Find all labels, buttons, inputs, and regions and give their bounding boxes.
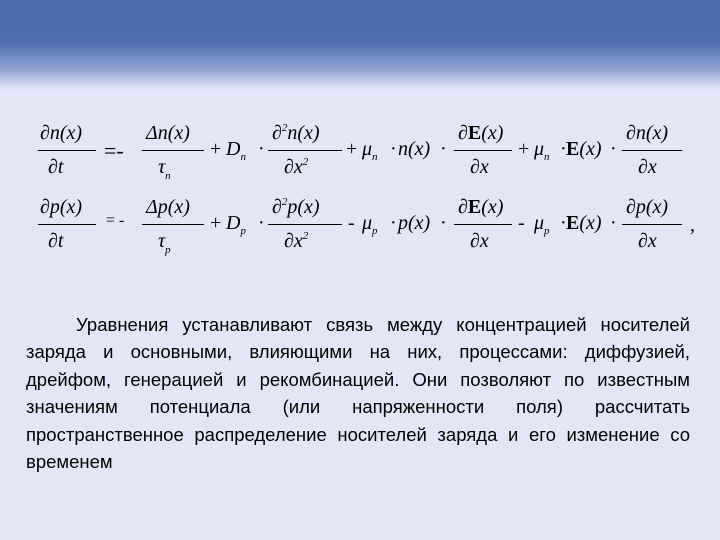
eq1-t1-numerator: Δn(x) — [146, 122, 190, 144]
eq1-dot-3: · — [440, 138, 447, 160]
eq2-t3-bar — [454, 224, 512, 225]
eq1-t4-denominator: ∂x — [638, 156, 657, 178]
eq2-dot-2: · — [390, 212, 397, 234]
eq1-dot-4: · — [560, 138, 567, 160]
eq1-t3-denominator: ∂x — [470, 156, 489, 178]
eq2-t4-numerator: ∂p(x) — [626, 196, 669, 218]
description-text — [26, 311, 690, 475]
eq1-t1-denominator: $\tau_n$ — [158, 156, 171, 182]
eq2-minus-2: - — [518, 212, 525, 234]
eq2-plus-1: + — [210, 212, 222, 234]
eq2-comma: , — [690, 214, 695, 236]
eq1-dot-5: · — [610, 138, 617, 160]
eq2-t2-bar — [268, 224, 342, 225]
eq1-t3-bar — [454, 150, 512, 151]
eq1-t2-numerator: ∂$^2$n(x) — [272, 122, 320, 144]
eq2-t3-denominator: ∂x — [470, 230, 489, 252]
eq2-mu-2: $\mu_p$ — [534, 212, 550, 237]
eq1-lhs-denominator: ∂t — [48, 156, 64, 178]
eq2-dot-1: · — [258, 212, 265, 234]
eq2-minus-1: - — [348, 212, 355, 234]
eq2-dot-5: · — [610, 212, 617, 234]
eq2-dot-3: · — [440, 212, 447, 234]
eq2-t2-denominator: $\partial x^2$ — [284, 230, 309, 252]
eq1-t3-numerator: ∂E(x) — [458, 122, 504, 144]
eq1-lhs-bar — [38, 150, 96, 151]
eq2-t1-denominator: $\tau_p$ — [158, 230, 171, 256]
eq2-lhs-bar — [38, 224, 96, 225]
eq1-plus-2: + — [346, 138, 358, 160]
eq2-mu: $\mu_p$ — [362, 212, 378, 237]
eq1-dot-1: · — [258, 138, 265, 160]
eq2-t4-denominator: ∂x — [638, 230, 657, 252]
eq2-lhs-numerator: ∂p(x) — [40, 196, 83, 218]
eq1-equals: =- — [104, 138, 124, 163]
eq2-p-of-x: p(x) — [398, 212, 431, 234]
eq1-t4-numerator: ∂n(x) — [626, 122, 669, 144]
equation-holes — [0, 194, 720, 274]
eq1-t1-bar — [142, 150, 204, 151]
eq1-n-of-x: n(x) — [398, 138, 431, 160]
eq1-t2-bar — [268, 150, 342, 151]
description-paragraph: Уравнения устанавливают связь между концентрацией носителей заряда и основными, влияющими на них, процессами: диффузией, дрейфом, генерацией и рекомбинацией. Они позволяют по известным значениям потенциала (или напряженности поля) рассчитать пространственное распределение носителей заряда и его изменение со временем — [26, 314, 690, 473]
eq2-equals: = - — [106, 212, 125, 229]
eq1-E-of-x: E(x) — [566, 138, 602, 160]
eq1-plus-3: + — [518, 138, 530, 160]
eq1-D: $D_n$ — [226, 138, 246, 163]
eq1-t4-bar — [622, 150, 682, 151]
eq2-t1-numerator: Δp(x) — [146, 196, 190, 218]
eq1-mu: $\mu_n$ — [362, 138, 378, 163]
eq2-t3-numerator: ∂E(x) — [458, 196, 504, 218]
eq1-plus-1: + — [210, 138, 222, 160]
eq2-lhs-denominator: ∂t — [48, 230, 64, 252]
eq2-t1-bar — [142, 224, 204, 225]
eq1-lhs-numerator: ∂n(x) — [40, 122, 83, 144]
eq1-dot-2: · — [390, 138, 397, 160]
eq2-E-of-x: E(x) — [566, 212, 602, 234]
eq2-D: $D_p$ — [226, 212, 246, 237]
eq2-t2-numerator: ∂$^2$p(x) — [272, 196, 320, 218]
eq1-mu-2: $\mu_n$ — [534, 138, 550, 163]
eq1-t2-denominator: $\partial x^2$ — [284, 156, 309, 178]
eq2-dot-4: · — [560, 212, 567, 234]
equation-electrons — [0, 120, 720, 200]
eq2-t4-bar — [622, 224, 682, 225]
header-banner — [0, 0, 720, 90]
